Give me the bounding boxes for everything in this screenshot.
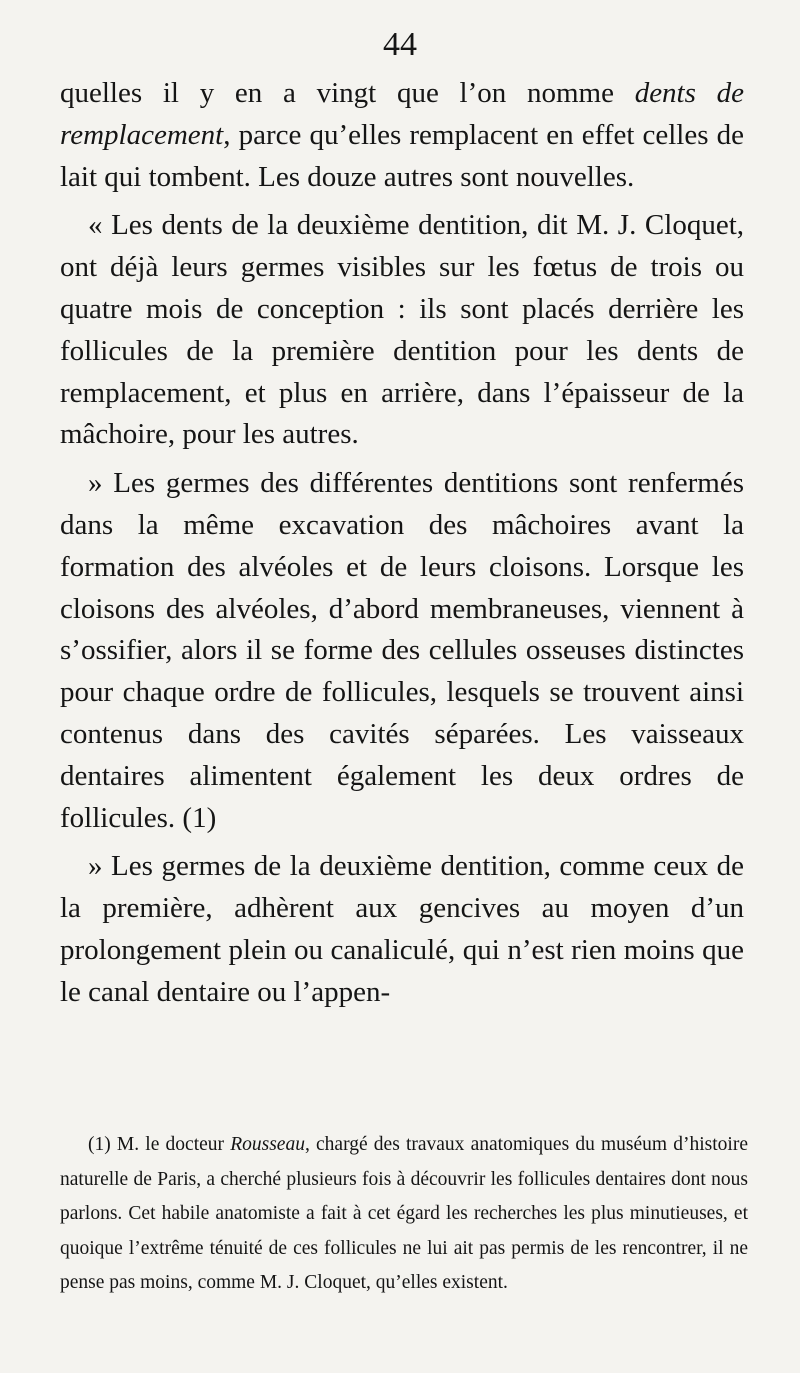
footnote-italic-name: Rousseau <box>230 1134 305 1155</box>
footnote-block <box>60 1128 748 1301</box>
paragraph-1 <box>60 73 744 198</box>
paragraph-1-text-before: quelles il y en a vingt que l’on nomme <box>60 77 635 109</box>
footnote-text-before: (1) M. le docteur <box>88 1134 231 1155</box>
footnote-text-after: , chargé des travaux anatomiques du muséum d’histoire naturelle de Paris, a cherché plusieurs fois à découvrir les follicules dentaires dont nous parlons. Cet habile anatomiste a fait à cet égard les recherches les plus minutieuses, et quoique l’extrême ténuité de ces follicules ne lui ait pas permis de les rencontrer, il ne pense pas moins, comme M. J. Cloquet, qu’elles existent. <box>60 1134 748 1293</box>
main-text <box>60 73 744 1014</box>
footnote <box>60 1128 748 1301</box>
page-number: 44 <box>383 26 417 63</box>
paragraph-2: « Les dents de la deuxième dentition, dit M. J. Cloquet, ont déjà leurs germes visibles sur les fœtus de trois ou quatre mois de conception : ils sont placés derrière les follicules de la première dentition pour les dents de remplacement, et plus en arrière, dans l’épaisseur de la mâchoire, pour les autres. <box>60 209 744 451</box>
paragraph-1-text-after: , parce qu’elles remplacent en effet celles de lait qui tombent. Les douze autres sont nouvelles. <box>60 118 744 193</box>
paragraph-3: » Les germes des différentes dentitions sont renfermés dans la même excavation des mâchoires avant la formation des alvéoles et de leurs cloisons. Lorsque les cloisons des alvéoles, d’abord membraneuses, viennent à s’ossifier, alors il se forme des cellules osseuses distinctes pour chaque ordre de follicules, lesquels se trouvent ainsi contenus dans des cavités séparées. Les vaisseaux dentaires alimentent également les deux ordres de follicules. (1) <box>60 467 744 834</box>
paragraph-4: » Les germes de la deuxième dentition, comme ceux de la première, adhèrent aux gencives au moyen d’un prolongement plein ou canaliculé, qui n’est rien moins que le canal dentaire ou l’appen- <box>60 850 744 1008</box>
paragraph-1-italic-term: dents de remplacement <box>60 77 744 151</box>
